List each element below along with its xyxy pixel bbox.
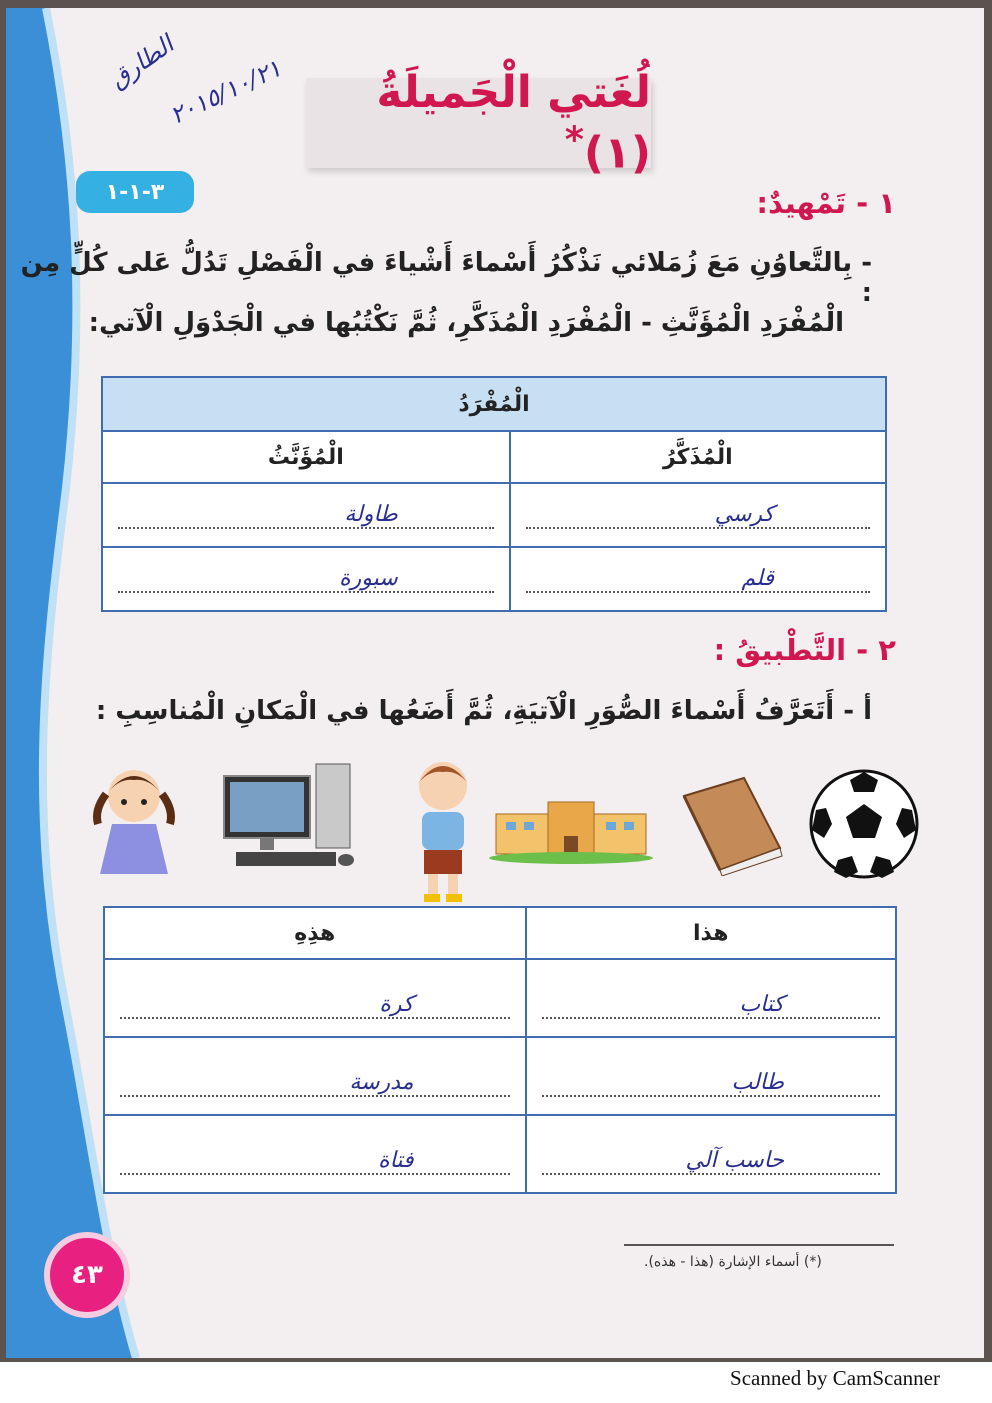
handwritten-date: ٢٠١٥/١٠/٢١ [165, 54, 286, 130]
title-box [306, 67, 651, 179]
demonstratives-table [103, 906, 897, 1194]
boy-image [408, 756, 478, 904]
table2-col-this-fem: هذِهِ [104, 907, 526, 959]
answer-cell[interactable]: قلم [510, 547, 886, 611]
table-row [104, 1037, 896, 1115]
workbook-page [6, 8, 984, 1358]
football-image [808, 768, 920, 880]
table-row [104, 1115, 896, 1193]
answer-cell[interactable]: طاولة [102, 483, 510, 547]
answer-cell[interactable]: حاسب آلي [526, 1115, 897, 1193]
answer-cell[interactable]: كرسي [510, 483, 886, 547]
lesson-code-badge: ٣-١-١ [76, 171, 194, 213]
book-image [674, 776, 786, 876]
section1-line1: - بِالتَّعاوُنِ مَعَ زُمَلائي نَذْكُرُ أَسْماءَ أَشْياءَ في الْفَصْلِ تَدُلُّ عَلى كُلٍّ مِن : [20, 248, 872, 308]
table2-col-this-masc: هذا [526, 907, 897, 959]
table-row [102, 483, 886, 547]
table-row [104, 959, 896, 1037]
answer-cell[interactable]: مدرسة [104, 1037, 526, 1115]
answer-cell[interactable]: فتاة [104, 1115, 526, 1193]
pictures-row [86, 756, 946, 906]
table-row [102, 547, 886, 611]
answer-cell[interactable]: كرة [104, 959, 526, 1037]
table1-col-fem: الْمُؤَنَّثُ [102, 431, 510, 483]
answer-cell[interactable]: كتاب [526, 959, 897, 1037]
footnote: (*) أسماء الإشارة (هذا - هذه). [644, 1254, 822, 1270]
computer-image [222, 762, 362, 874]
section2-instruction: أ - أَتَعَرَّفُ أَسْماءَ الصُّوَرِ الْآتيَةِ، ثُمَّ أَضَعُها في الْمَكانِ الْمُناسِبِ : [95, 696, 872, 726]
table1-header: الْمُفْرَدُ [102, 377, 886, 431]
section2-heading: ٢ - التَّطْبيقُ : [713, 633, 896, 667]
section1-heading: ١ - تَمْهيدٌ: [756, 186, 896, 220]
page-title: لُغَتي الْجَميلَةُ (١)* [376, 67, 651, 179]
section1-line2: الْمُفْرَدِ الْمُؤَنَّثِ - الْمُفْرَدِ الْمُذَكَّرِ، ثُمَّ نَكْتُبُها في الْجَدْوَلِ الْآتي: [88, 308, 844, 338]
school-image [486, 796, 656, 866]
handwritten-name: الطارق [104, 30, 179, 94]
footnote-divider [624, 1244, 894, 1246]
answer-cell[interactable]: سبورة [102, 547, 510, 611]
scanner-watermark: Scanned by CamScanner [730, 1366, 940, 1390]
page-number: ٤٣ [44, 1232, 130, 1318]
answer-cell[interactable]: طالب [526, 1037, 897, 1115]
girl-image [86, 760, 182, 880]
singular-table [101, 376, 887, 612]
table1-col-masc: الْمُذَكَّرُ [510, 431, 886, 483]
